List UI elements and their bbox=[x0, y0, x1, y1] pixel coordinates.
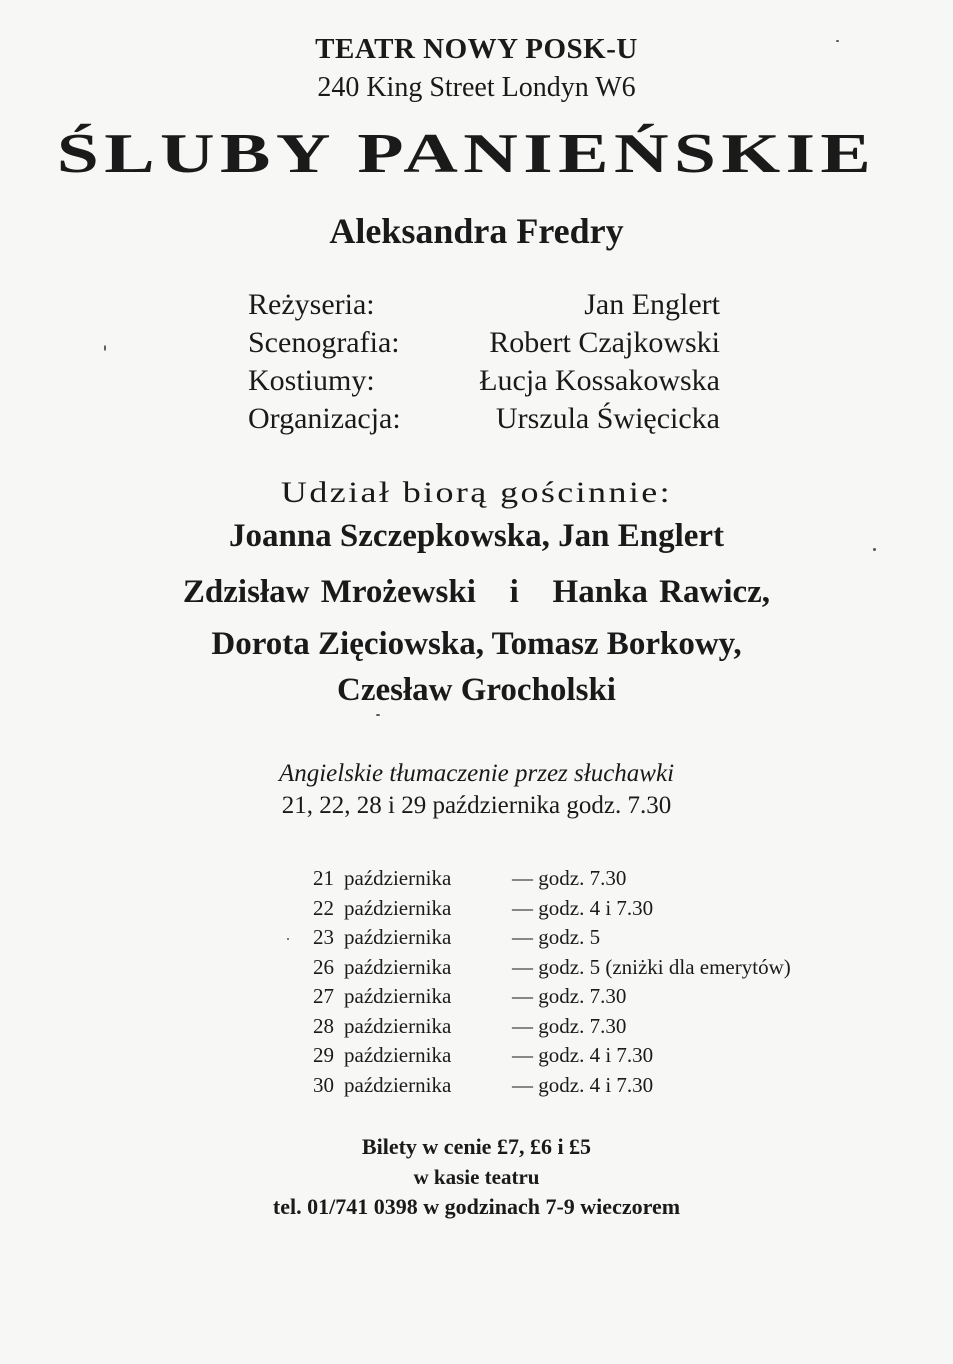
cast-line: Dorota Zięciowska, Tomasz Borkowy, bbox=[211, 626, 742, 662]
translation-dates: 21, 22, 28 i 29 października godz. 7.30 bbox=[281, 792, 672, 819]
scan-speck bbox=[873, 548, 876, 551]
schedule-row bbox=[304, 925, 864, 955]
schedule-row bbox=[304, 866, 864, 896]
schedule-month: października bbox=[344, 1013, 452, 1038]
schedule-day: 28 bbox=[313, 1013, 334, 1038]
credit-role: Scenografia: bbox=[248, 326, 400, 359]
cast-line: Joanna Szczepkowska, Jan Englert bbox=[228, 518, 725, 554]
performance-schedule bbox=[304, 866, 864, 1102]
schedule-row bbox=[304, 1014, 864, 1044]
cast-line: Czesław Grocholski bbox=[337, 672, 616, 708]
schedule-month: października bbox=[344, 984, 452, 1008]
schedule-day: 30 bbox=[313, 1072, 334, 1097]
schedule-day: 26 bbox=[313, 954, 334, 979]
ticket-location: w kasie teatru bbox=[413, 1165, 540, 1189]
credit-row bbox=[248, 402, 728, 440]
credit-name: Urszula Święcicka bbox=[495, 402, 720, 435]
ticket-prices: Bilety w cenie £7, £6 i £5 bbox=[361, 1134, 592, 1159]
credit-role: Organizacja: bbox=[248, 402, 401, 435]
schedule-day: 22 bbox=[313, 895, 334, 920]
schedule-day: 23 bbox=[313, 925, 334, 949]
cast-line-text: Zdzisław Mrożewski i Hanka Rawicz, bbox=[182, 574, 771, 610]
schedule-row bbox=[304, 896, 864, 926]
scan-speck bbox=[836, 40, 839, 42]
theatre-name: TEATR NOWY POSK-U bbox=[315, 33, 638, 65]
schedule-time: — godz. 5 bbox=[512, 925, 601, 949]
schedule-time: — godz. 5 (zniżki dla emerytów) bbox=[512, 954, 791, 979]
credit-role: Kostiumy: bbox=[248, 364, 375, 397]
credit-row bbox=[248, 288, 728, 326]
credits-list bbox=[248, 288, 728, 440]
credit-name: Robert Czajkowski bbox=[489, 326, 720, 359]
scan-speck bbox=[104, 345, 106, 351]
scan-speck bbox=[287, 938, 289, 940]
schedule-month: października bbox=[344, 925, 452, 949]
theatre-address: 240 King Street Londyn W6 bbox=[317, 72, 636, 103]
schedule-month: października bbox=[344, 866, 452, 890]
play-title: ŚLUBY PANIEŃSKIE bbox=[56, 123, 877, 185]
credit-row bbox=[248, 364, 728, 402]
schedule-time: — godz. 7.30 bbox=[512, 1013, 627, 1038]
schedule-row bbox=[304, 1073, 864, 1103]
schedule-day: 21 bbox=[313, 866, 334, 890]
schedule-month: października bbox=[344, 1072, 452, 1097]
schedule-row bbox=[304, 1043, 864, 1073]
schedule-time: — godz. 7.30 bbox=[512, 866, 627, 890]
schedule-day: 29 bbox=[313, 1043, 334, 1067]
schedule-month: października bbox=[344, 954, 452, 979]
schedule-time: — godz. 7.30 bbox=[512, 984, 627, 1008]
schedule-month: października bbox=[344, 1043, 452, 1067]
cast-heading: Udział biorą gościnnie: bbox=[280, 476, 673, 509]
schedule-time: — godz. 4 i 7.30 bbox=[512, 1072, 654, 1097]
credit-name: Jan Englert bbox=[584, 288, 720, 321]
ticket-phone: tel. 01/741 0398 w godzinach 7-9 wieczorem bbox=[272, 1194, 681, 1219]
credit-name: Łucja Kossakowska bbox=[479, 364, 720, 397]
schedule-month: października bbox=[344, 895, 452, 920]
scan-speck bbox=[376, 714, 380, 716]
schedule-time: — godz. 4 i 7.30 bbox=[512, 1043, 654, 1067]
credit-row bbox=[248, 326, 728, 364]
play-author: Aleksandra Fredry bbox=[329, 211, 624, 251]
translation-note: Angielskie tłumaczenie przez słuchawki bbox=[278, 760, 675, 787]
schedule-row bbox=[304, 955, 864, 985]
schedule-day: 27 bbox=[313, 984, 334, 1008]
schedule-time: — godz. 4 i 7.30 bbox=[512, 895, 654, 920]
cast-line bbox=[0, 574, 953, 611]
credit-role: Reżyseria: bbox=[248, 288, 375, 321]
schedule-row bbox=[304, 984, 864, 1014]
